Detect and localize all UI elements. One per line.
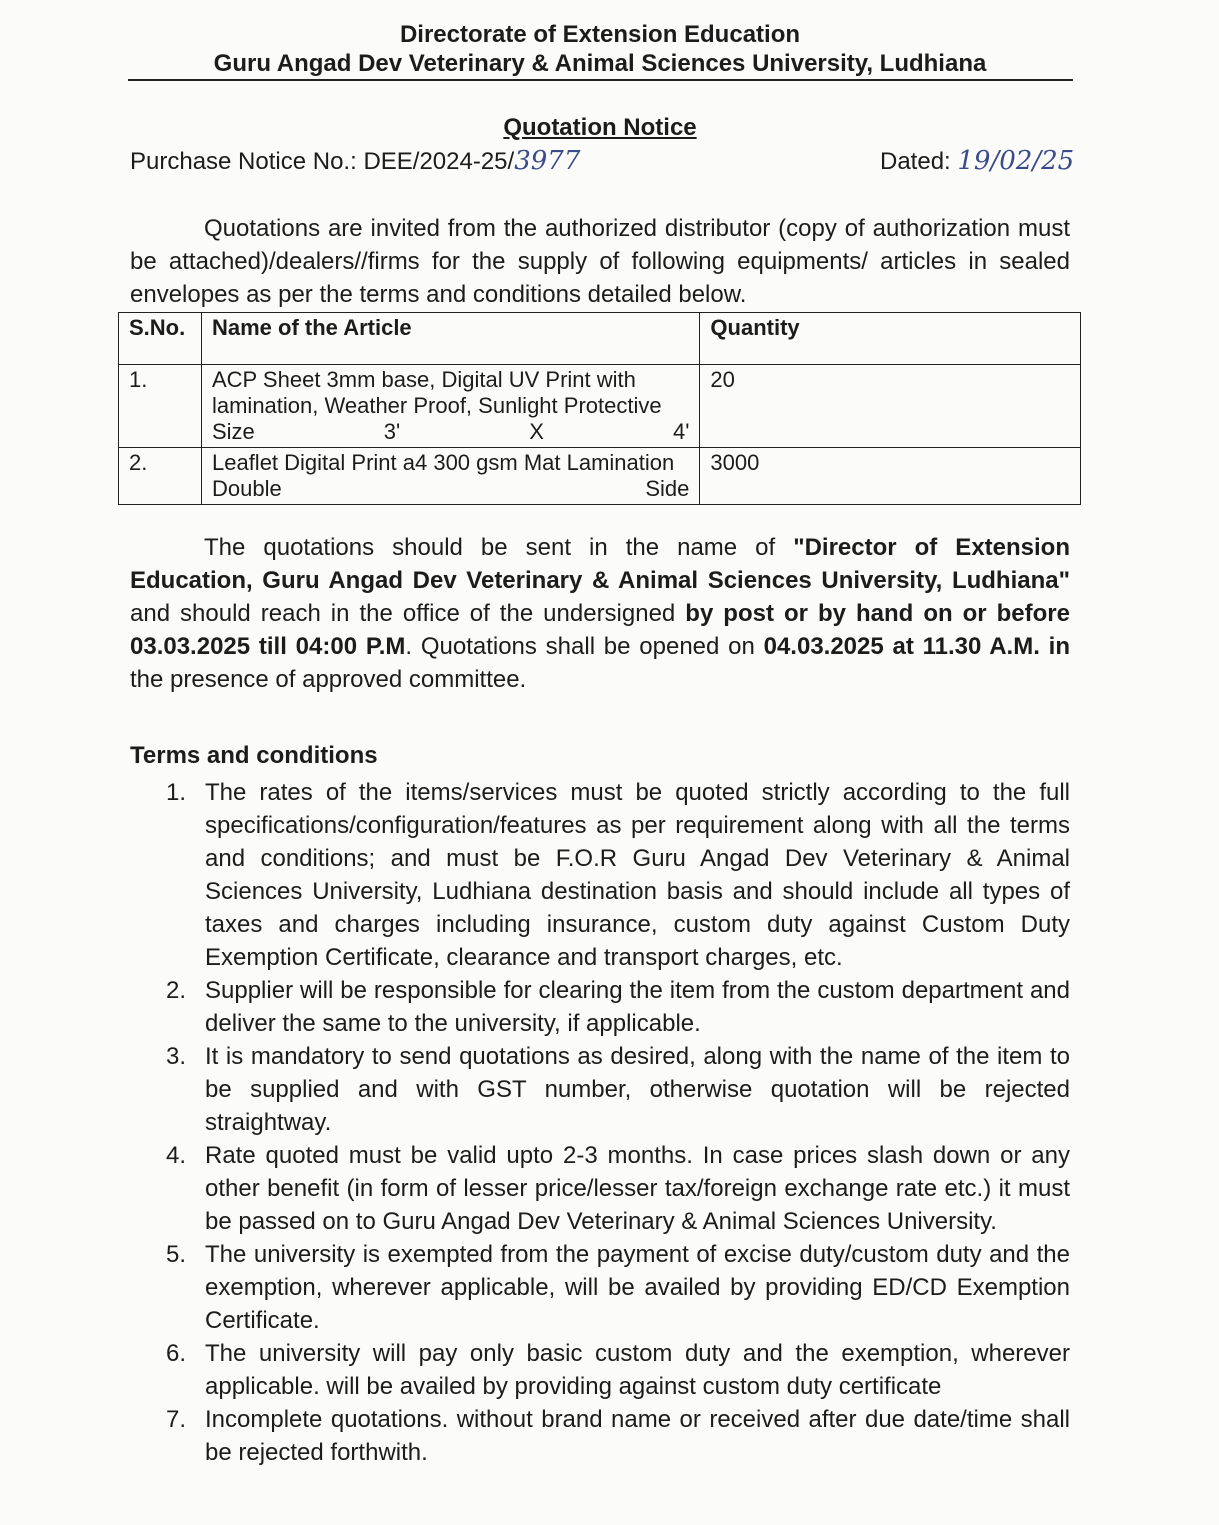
submission-text: The quotations should be sent in the name of: [204, 534, 794, 561]
directorate-name: Directorate of Extension Education: [399, 21, 801, 48]
table-row: [119, 448, 1081, 505]
list-item: [130, 1403, 1070, 1469]
row-sno: 1.: [119, 365, 202, 448]
submission-text: and should reach in the office of the undersigned: [130, 600, 686, 627]
submission-text: . Quotations shall be opened on: [405, 633, 764, 660]
row-article: ACP Sheet 3mm base, Digital UV Print with lamination, Weather Proof, Sunlight Protective Size 3' X 4': [201, 365, 699, 448]
list-item: [130, 1139, 1070, 1238]
row-quantity: 3000: [700, 448, 1081, 505]
opening-datetime: 04.03.2025 at 11.30 A.M. in: [763, 633, 1070, 660]
handwritten-notice-number: 3977: [514, 146, 581, 176]
term-text: Rate quoted must be valid upto 2-3 months. In case prices slash down or any other benefit (in form of lesser price/lesser tax/foreign exchange rate etc.) it must be passed on to Guru Angad Dev Veterinary & Animal Sciences University.: [205, 1142, 1070, 1235]
letterhead: [0, 20, 1200, 78]
notice-date: [880, 146, 1074, 177]
term-text: The university is exempted from the payment of excise duty/custom duty and the exemption, wherever applicable, will be availed by providing ED/CD Exemption Certificate.: [205, 1241, 1070, 1334]
term-text: The rates of the items/services must be quoted strictly according to the full specifications/configuration/features as per requirement along with all the terms and conditions; and must be F.O.R Guru Angad Dev Veterinary & Animal Sciences University, Ludhiana destination basis and should include all types of taxes and charges including insurance, custom duty against Custom Duty Exemption Certificate, clearance and transport charges, etc.: [205, 779, 1070, 971]
list-item: [130, 974, 1070, 1040]
list-item: [130, 776, 1070, 974]
term-text: Supplier will be responsible for clearing the item from the custom department and deliver the same to the university, if applicable.: [205, 977, 1070, 1037]
term-number: 2.: [166, 977, 187, 1004]
header-quantity: Quantity: [700, 313, 1081, 365]
term-text: Incomplete quotations. without brand name or received after due date/time shall be rejected forthwith.: [205, 1406, 1070, 1466]
items-table: [118, 312, 1081, 505]
intro-paragraph: [130, 212, 1070, 311]
handwritten-date: 19/02/25: [957, 146, 1075, 176]
submission-deadline: by post or by hand on or before 03.03.2025 till 04:00 P.M: [130, 600, 1070, 660]
row-quantity: 20: [700, 365, 1081, 448]
terms-list: [130, 776, 1070, 1469]
dated-label: Dated:: [880, 148, 951, 175]
table-row: [119, 365, 1081, 448]
term-number: 1.: [166, 779, 187, 806]
term-number: 3.: [166, 1043, 187, 1070]
submission-text: the presence of approved committee.: [130, 666, 527, 693]
terms-heading: Terms and conditions: [130, 742, 378, 769]
header-article: Name of the Article: [201, 313, 699, 365]
purchase-notice-label: Purchase Notice No.: DEE/2024-25/: [130, 148, 515, 175]
table-header-row: [119, 313, 1081, 365]
header-divider: [128, 79, 1073, 81]
term-number: 6.: [166, 1340, 187, 1367]
row-sno: 2.: [119, 448, 202, 505]
notice-title: Quotation Notice: [503, 114, 697, 141]
university-name: Guru Angad Dev Veterinary & Animal Sciences University, Ludhiana: [213, 50, 987, 77]
list-item: [130, 1337, 1070, 1403]
term-text: The university will pay only basic custom duty and the exemption, wherever applicable. will be availed by providing against custom duty certificate: [205, 1340, 1070, 1400]
intro-text: Quotations are invited from the authorized distributor (copy of authorization must be attached)/dealers//firms for the supply of following equipments/ articles in sealed envelopes as per the terms and conditions detailed below.: [130, 215, 1070, 308]
term-number: 4.: [166, 1142, 187, 1169]
list-item: [130, 1238, 1070, 1337]
list-item: [130, 1040, 1070, 1139]
submission-paragraph: [130, 531, 1070, 696]
term-text: It is mandatory to send quotations as desired, along with the name of the item to be supplied and with GST number, otherwise quotation will be rejected straightway.: [205, 1043, 1070, 1136]
term-number: 7.: [166, 1406, 187, 1433]
row-article: Leaflet Digital Print a4 300 gsm Mat Lamination Double Side: [201, 448, 699, 505]
term-number: 5.: [166, 1241, 187, 1268]
purchase-notice-number: [130, 146, 580, 177]
addressee-name: "Director of Extension Education, Guru Angad Dev Veterinary & Animal Sciences University, Ludhiana": [130, 534, 1070, 594]
header-sno: S.No.: [119, 313, 202, 365]
